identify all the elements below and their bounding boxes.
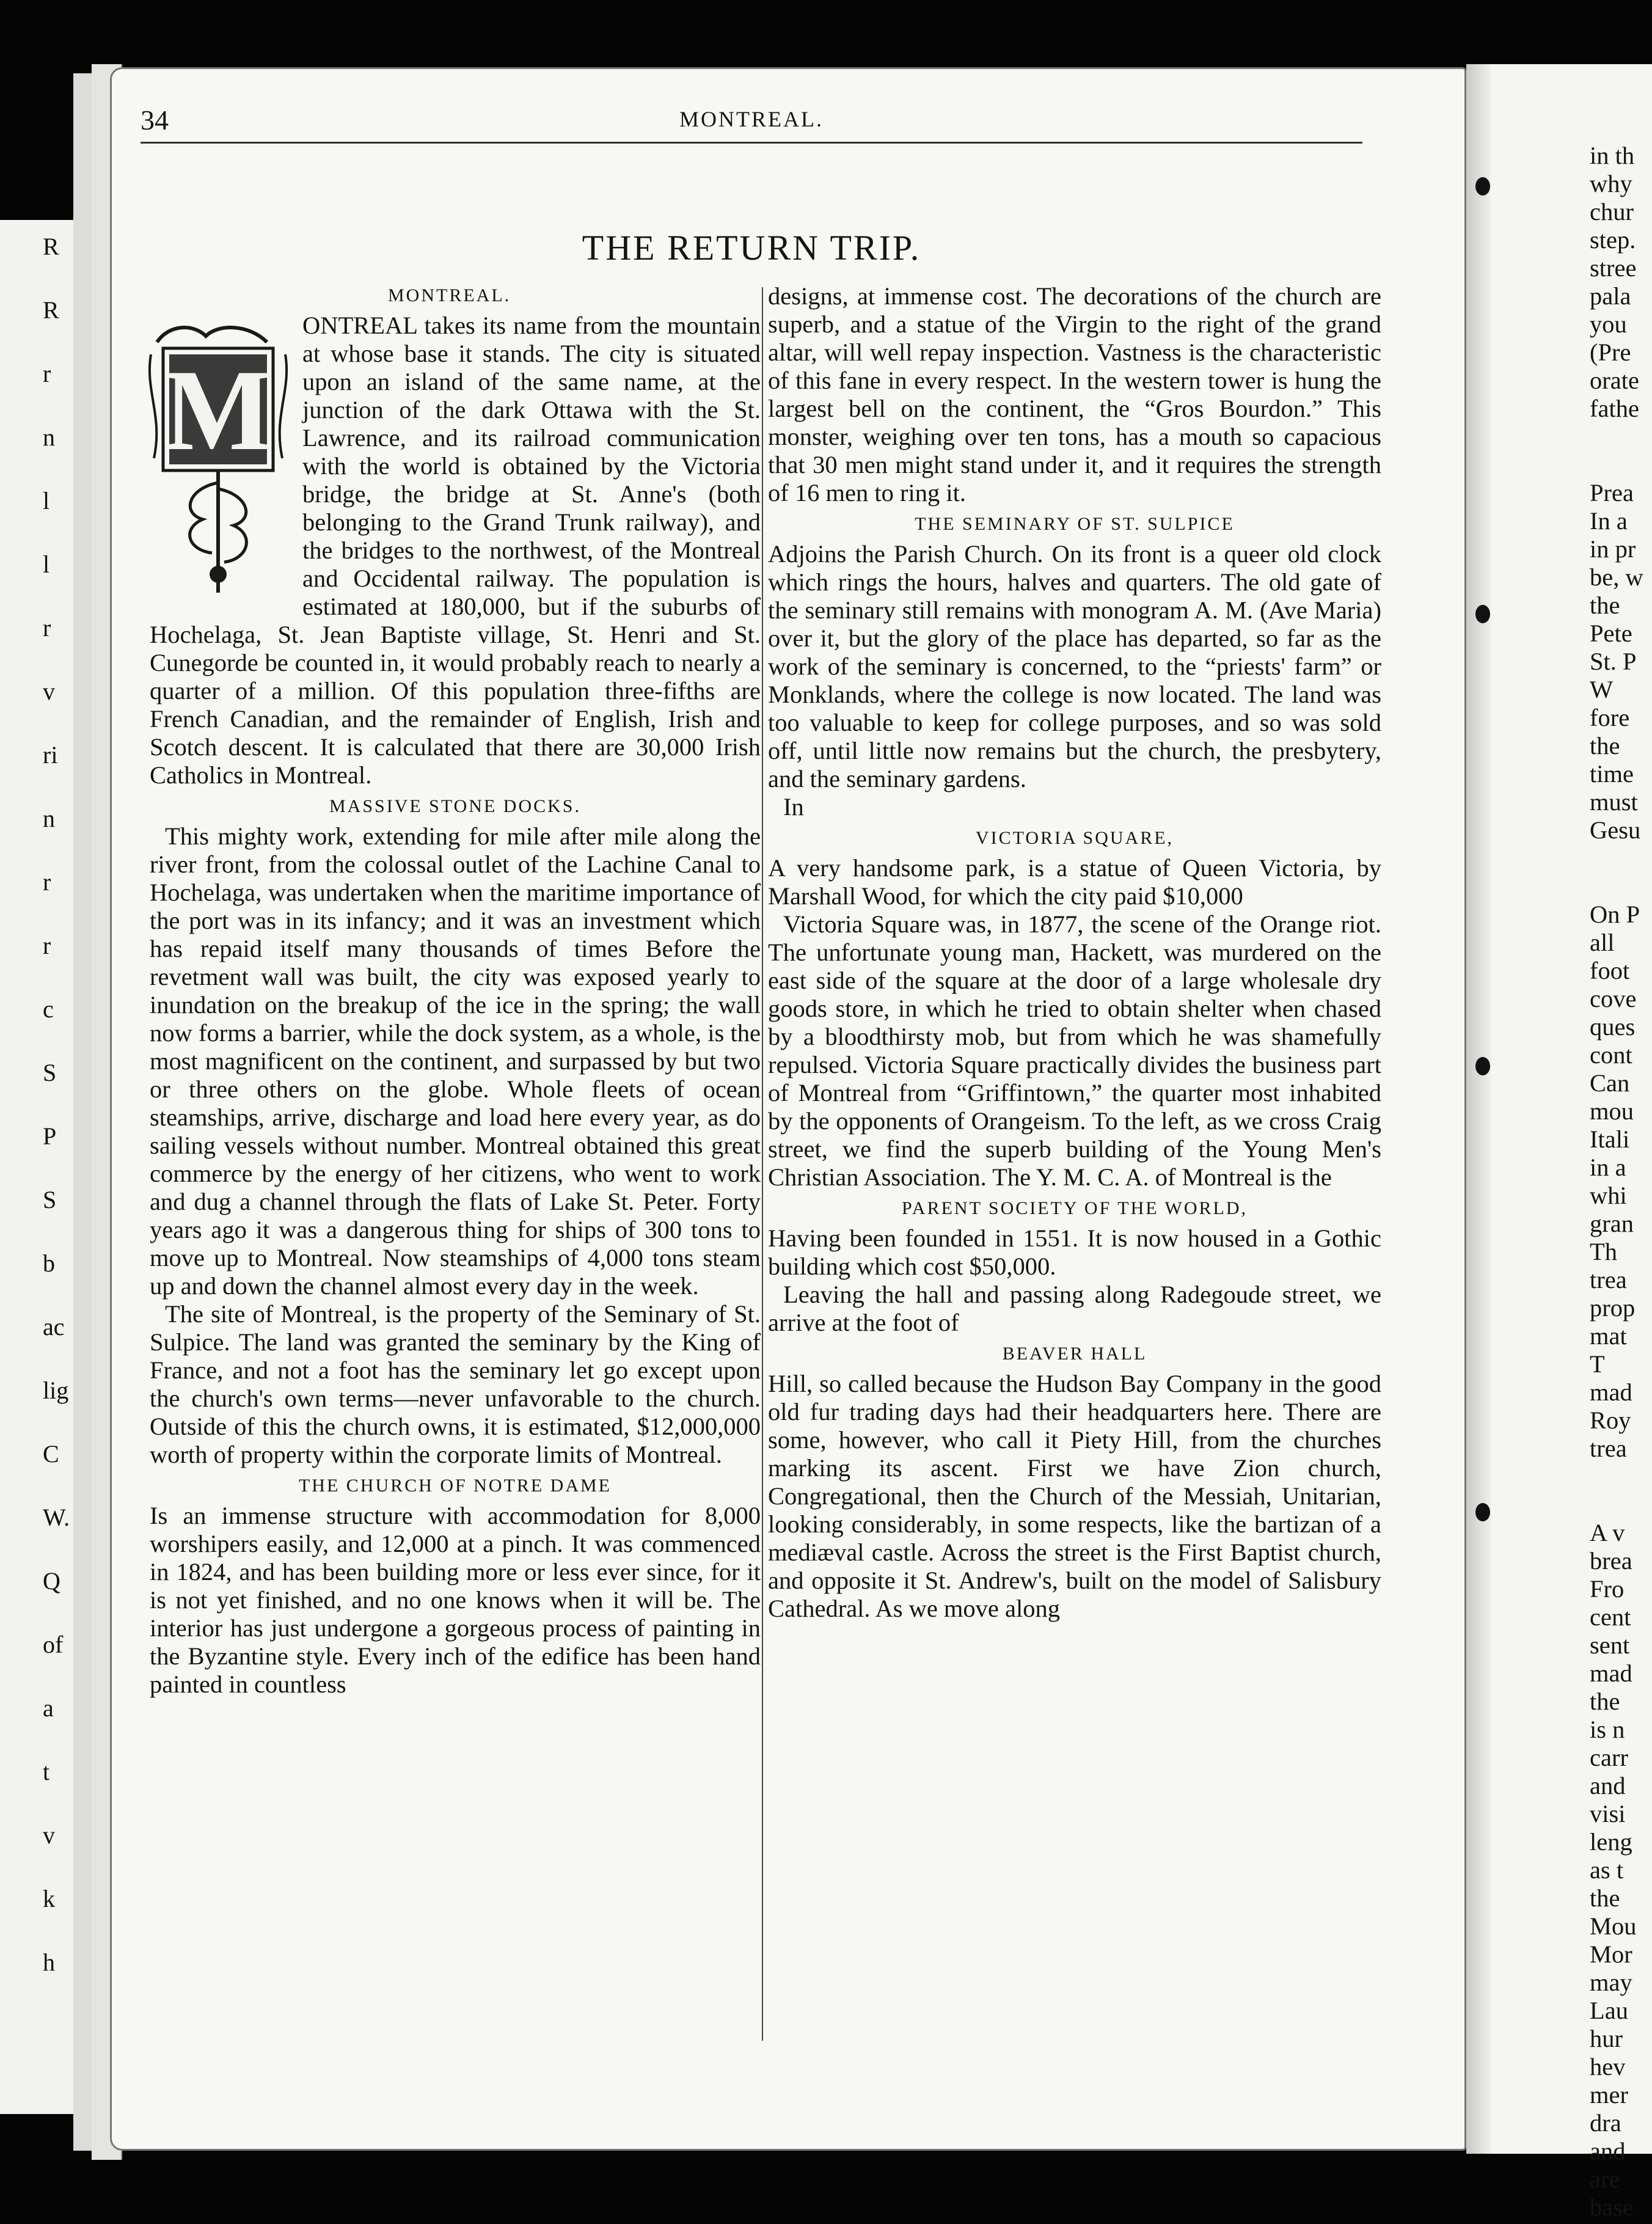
section-heading-parent-society: PARENT SOCIETY OF THE WORLD, [902,1198,1248,1218]
facing-page-line: trea [1590,1435,1627,1462]
facing-page-line: the [1590,591,1620,619]
margin-fragment: t [43,1758,50,1785]
margin-fragment: ri [43,741,58,769]
margin-fragment: n [43,805,55,832]
facing-page-line [1590,872,1652,901]
margin-fragment: lig [43,1377,69,1404]
facing-page-line: must [1590,788,1638,816]
margin-fragment: Q [43,1567,60,1595]
facing-page-line: may [1590,1969,1632,1996]
facing-page-line: as t [1590,1856,1624,1884]
paragraph: Adjoins the Parish Church. On its front is a queer old clock which rings the hours, halves and quarters. The old gate of the seminary still remains with monogram A. M. (Ave Maria) over it, but the glory of the place has departed, so far as the work of the seminary is concerned, to the “priests' farm” or Monklands, where the college is now located. The land was too valuable to keep for college purposes, and so was sold off, until little now remains but the church, the presbytery, and the seminary gardens. [768,540,1381,792]
facing-page-line: cove [1590,985,1637,1012]
drop-cap-ornament-icon [145,318,291,599]
margin-fragment: c [43,995,54,1023]
facing-page-line: Can [1590,1069,1630,1097]
margin-fragment: v [43,1821,55,1849]
facing-page-line: ques [1590,1013,1636,1041]
facing-page-line: why [1590,170,1632,197]
facing-page-line [1590,1463,1652,1491]
facing-page-line: you [1590,310,1627,338]
margin-fragment: S [43,1186,57,1213]
facing-page-line: Th [1590,1238,1617,1265]
facing-page-text [1590,142,1652,2222]
facing-page-line: brea [1590,1547,1632,1575]
facing-page-line: trea [1590,1266,1627,1293]
facing-page-line: step. [1590,226,1636,254]
margin-fragment: R [43,233,59,260]
facing-page-line: W [1590,676,1614,703]
book-gutter [1466,64,1491,2154]
facing-page-line: In a [1590,507,1628,535]
binding-thread-mark [1475,605,1490,623]
facing-page-line: St. P [1590,648,1637,675]
facing-page-line: gran [1590,1210,1634,1237]
facing-page-line [1590,1491,1652,1519]
section-heading-notre-dame: THE CHURCH OF NOTRE DAME [298,1476,612,1496]
header-rule [141,142,1362,144]
facing-page-line: Pete [1590,620,1632,647]
facing-page-line: Lau [1590,1997,1628,2024]
facing-page-line: orate [1590,367,1639,394]
paragraph: Victoria Square was, in 1877, the scene of the Orange riot. The unfortunate young man, Hackett, was murdered on the east side of the square at the door of a large wholesale dry goods store, in which he tried to obtain shelter when chased by a bloodthirsty mob, but from which he was shamefully repulsed. Victoria Square practically divides the business part of Montreal from “Griffintown,” the quarter most inhabited by the opponents of Orangeism. To the left, as we cross Craig street, we find the superb building of the Young Men's Christian Association. The Y. M. C. A. of Montreal is the [768,910,1381,1191]
binding-thread-mark [1475,1057,1490,1075]
margin-fragment: W. [43,1504,70,1531]
facing-page-line: the [1590,732,1620,759]
facing-page-line: hev [1590,2053,1626,2080]
margin-fragment: l [43,551,50,578]
margin-fragment: h [43,1948,55,1976]
margin-fragment: r [43,932,51,959]
column-divider [762,287,763,2041]
facing-page-line: dra [1590,2109,1621,2137]
paragraph: The site of Montreal, is the property of the Seminary of St. Sulpice. The land was granted the seminary by the King of France, and not a foot has the seminary let go except upon the church's own terms—never unfavorable to the church. Outside of this the church owns, it is estimated, $12,000,000 worth of property within the corporate limits of Montreal. [150,1300,761,1468]
facing-page-line: and [1590,2137,1626,2165]
facing-page-line: be, w [1590,563,1643,591]
left-column [150,282,761,1699]
facing-page-line: foot [1590,957,1630,984]
margin-fragment: C [43,1440,59,1468]
facing-page-line: Itali [1590,1125,1630,1153]
facing-page-line [1590,423,1652,451]
margin-fragment: r [43,614,51,642]
facing-page-line: Gesu [1590,816,1641,844]
paragraph: Is an immense structure with accommodation for 8,000 worshipers easily, and 12,000 at a pinch. It was commenced in 1824, and has been building more or less ever since, for it is not yet finished, and no one knows when it will be. The interior has just undergone a gorgeous process of painting in the Byzantine style. Every inch of the edifice has been hand painted in countless [150,1502,761,1698]
margin-fragment: b [43,1249,55,1277]
facing-page-line: the [1590,1688,1620,1715]
paragraph: Leaving the hall and passing along Radegoude street, we arrive at the foot of [768,1281,1381,1336]
facing-page-line: mad [1590,1378,1632,1406]
facing-page-line: On P [1590,901,1640,928]
facing-page-line: pala [1590,282,1631,310]
paragraph: A very handsome park, is a statue of Queen Victoria, by Marshall Wood, for which the city paid $10,000 [768,854,1381,910]
paragraph: ONTREAL takes its name from the mountain at whose base it stands. The city is situated upon an island of the same name, at the junction of the dark Ottawa with the St. Lawrence, and its railroad communication with the world is obtained by the Victoria bridge, the bridge at St. Anne's (both belonging to the Grand Trunk railway), and the bridges to the northwest, of the Montreal and Occidental railway. The population is estimated at 180,000, but if the suburbs of Hochelaga, St. Jean Baptiste village, St. Henri and St. Cunegorde be counted in, it would probably reach to nearly a quarter of a million. Of this population three-fifths are French Canadian, and the remainder of English, Irish and Scotch descent. It is calculated that there are 30,000 Irish Catholics in Montreal. [150,312,761,789]
facing-page-line: T [1590,1350,1605,1378]
paragraph: In [783,793,804,821]
margin-fragment: r [43,868,51,896]
facing-page-line: leng [1590,1828,1632,1856]
facing-page-line: Prea [1590,479,1634,507]
facing-page-line: carr [1590,1744,1628,1771]
facing-page-line: all [1590,929,1615,956]
facing-page-line [1590,451,1652,479]
margin-fragment: l [43,487,50,514]
paragraph: This mighty work, extending for mile after mile along the river front, from the colossal outlet of the Lachine Canal to Hochelaga, was undertaken when the maritime importance of the port was in its infancy; and it was an investment which has repaid itself many thousands of times Before the revetment wall was built, the city was exposed yearly to inundation on the breakup of the ice in the spring; the wall now forms a barrier, while the dock system, as a whole, is the most magnificent on the continent, and surpassed by but two or three others on the globe. Whole fleets of ocean steamships, arrive, discharge and load here every year, as do sailing vessels without number. Montreal obtained this great commerce by the energy of her citizens, who went to work and dug a channel through the flats of Lake St. Peter. Forty years ago it was a dangerous thing for ships of 300 tons to move up to Montreal. Now steamships of 4,000 tons steam up and down the channel almost every day in the week. [150,822,761,1300]
section-heading-victoria-square: VICTORIA SQUARE, [975,828,1174,848]
facing-page-line: cent [1590,1603,1631,1631]
facing-page-line: Mou [1590,1912,1637,1940]
facing-page-line: stree [1590,254,1637,282]
facing-page-line: mad [1590,1659,1632,1687]
margin-fragment: of [43,1631,64,1658]
facing-page-line: whi [1590,1182,1627,1209]
margin-fragment: n [43,423,55,451]
facing-page-line: sent [1590,1631,1630,1659]
margin-fragment: k [43,1885,55,1912]
facing-page-line: chur [1590,198,1634,225]
margin-fragment: ac [43,1313,65,1341]
margin-fragment: a [43,1694,54,1722]
facing-page-line: A v [1590,1519,1625,1546]
paragraph: Having been founded in 1551. It is now housed in a Gothic building which cost $50,000. [768,1224,1381,1280]
facing-page-line: mer [1590,2081,1628,2109]
section-heading-seminary: THE SEMINARY OF ST. SULPICE [915,514,1235,534]
margin-fragment: P [43,1122,57,1150]
facing-page-line: in th [1590,142,1635,169]
page-number: 34 [141,104,169,136]
facing-page-line: (Pre [1590,338,1631,366]
running-head [141,104,1362,141]
margin-fragment: R [43,296,59,324]
drop-cap-letter: M [163,346,273,475]
facing-page-line: Roy [1590,1406,1631,1434]
margin-fragment: S [43,1059,57,1086]
article-title: THE RETURN TRIP. [582,228,921,268]
margin-fragment: v [43,678,55,705]
paragraph: Hill, so called because the Hudson Bay Company in the good old fur trading days had their headquarters here. There are some, however, who call it Piety Hill, from the churches marking its ascent. First we have Zion church, Congregational, then the Church of the Messiah, Unitarian, looking considerably, in some respects, like the bartizan of a mediæval castle. Across the street is the First Baptist church, and opposite it St. Andrew's, built on the model of Salisbury Cathedral. As we move along [768,1370,1381,1622]
facing-page-line: in pr [1590,535,1636,563]
facing-page-line: hur [1590,2025,1623,2052]
binding-thread-mark [1475,1503,1490,1521]
facing-page-line: fore [1590,704,1630,731]
binding-thread-mark [1475,177,1490,196]
facing-page-line: visi [1590,1800,1626,1827]
section-heading-beaver-hall: BEAVER HALL [1002,1344,1147,1364]
facing-page-line: in a [1590,1154,1626,1181]
ornamental-drop-cap [145,318,291,599]
facing-page-line: mat [1590,1322,1627,1350]
facing-page-line [1590,844,1652,872]
facing-page-line: time [1590,760,1634,788]
section-heading-docks: MASSIVE STONE DOCKS. [329,796,581,816]
section-heading-montreal: MONTREAL. [388,285,511,305]
facing-page-line: Mor [1590,1941,1632,1968]
facing-page-line: is n [1590,1716,1625,1743]
right-column [768,282,1381,1623]
facing-page-line: are [1590,2165,1620,2193]
facing-page-line: base [1590,2193,1634,2221]
margin-fragment: r [43,360,51,387]
paragraph: designs, at immense cost. The decorations of the church are superb, and a statue of the Virgin to the right of the grand altar, will well repay inspection. Vastness is the characteristic of this fane in every respect. In the western tower is hung the largest bell on the continent, the “Gros Bourdon.” This monster, weighing over ten tons, has a mouth so capacious that 30 men might stand under it, and it requires the strength of 16 men to ring it. [768,282,1381,507]
facing-page-line: mou [1590,1097,1634,1125]
facing-page-line: cont [1590,1041,1632,1069]
facing-page-line: prop [1590,1294,1636,1322]
facing-page-line: Fro [1590,1575,1625,1603]
facing-page-line: and [1590,1772,1626,1799]
facing-page-line: fathe [1590,395,1639,422]
running-title: MONTREAL. [679,107,824,131]
facing-page-line: the [1590,1884,1620,1912]
